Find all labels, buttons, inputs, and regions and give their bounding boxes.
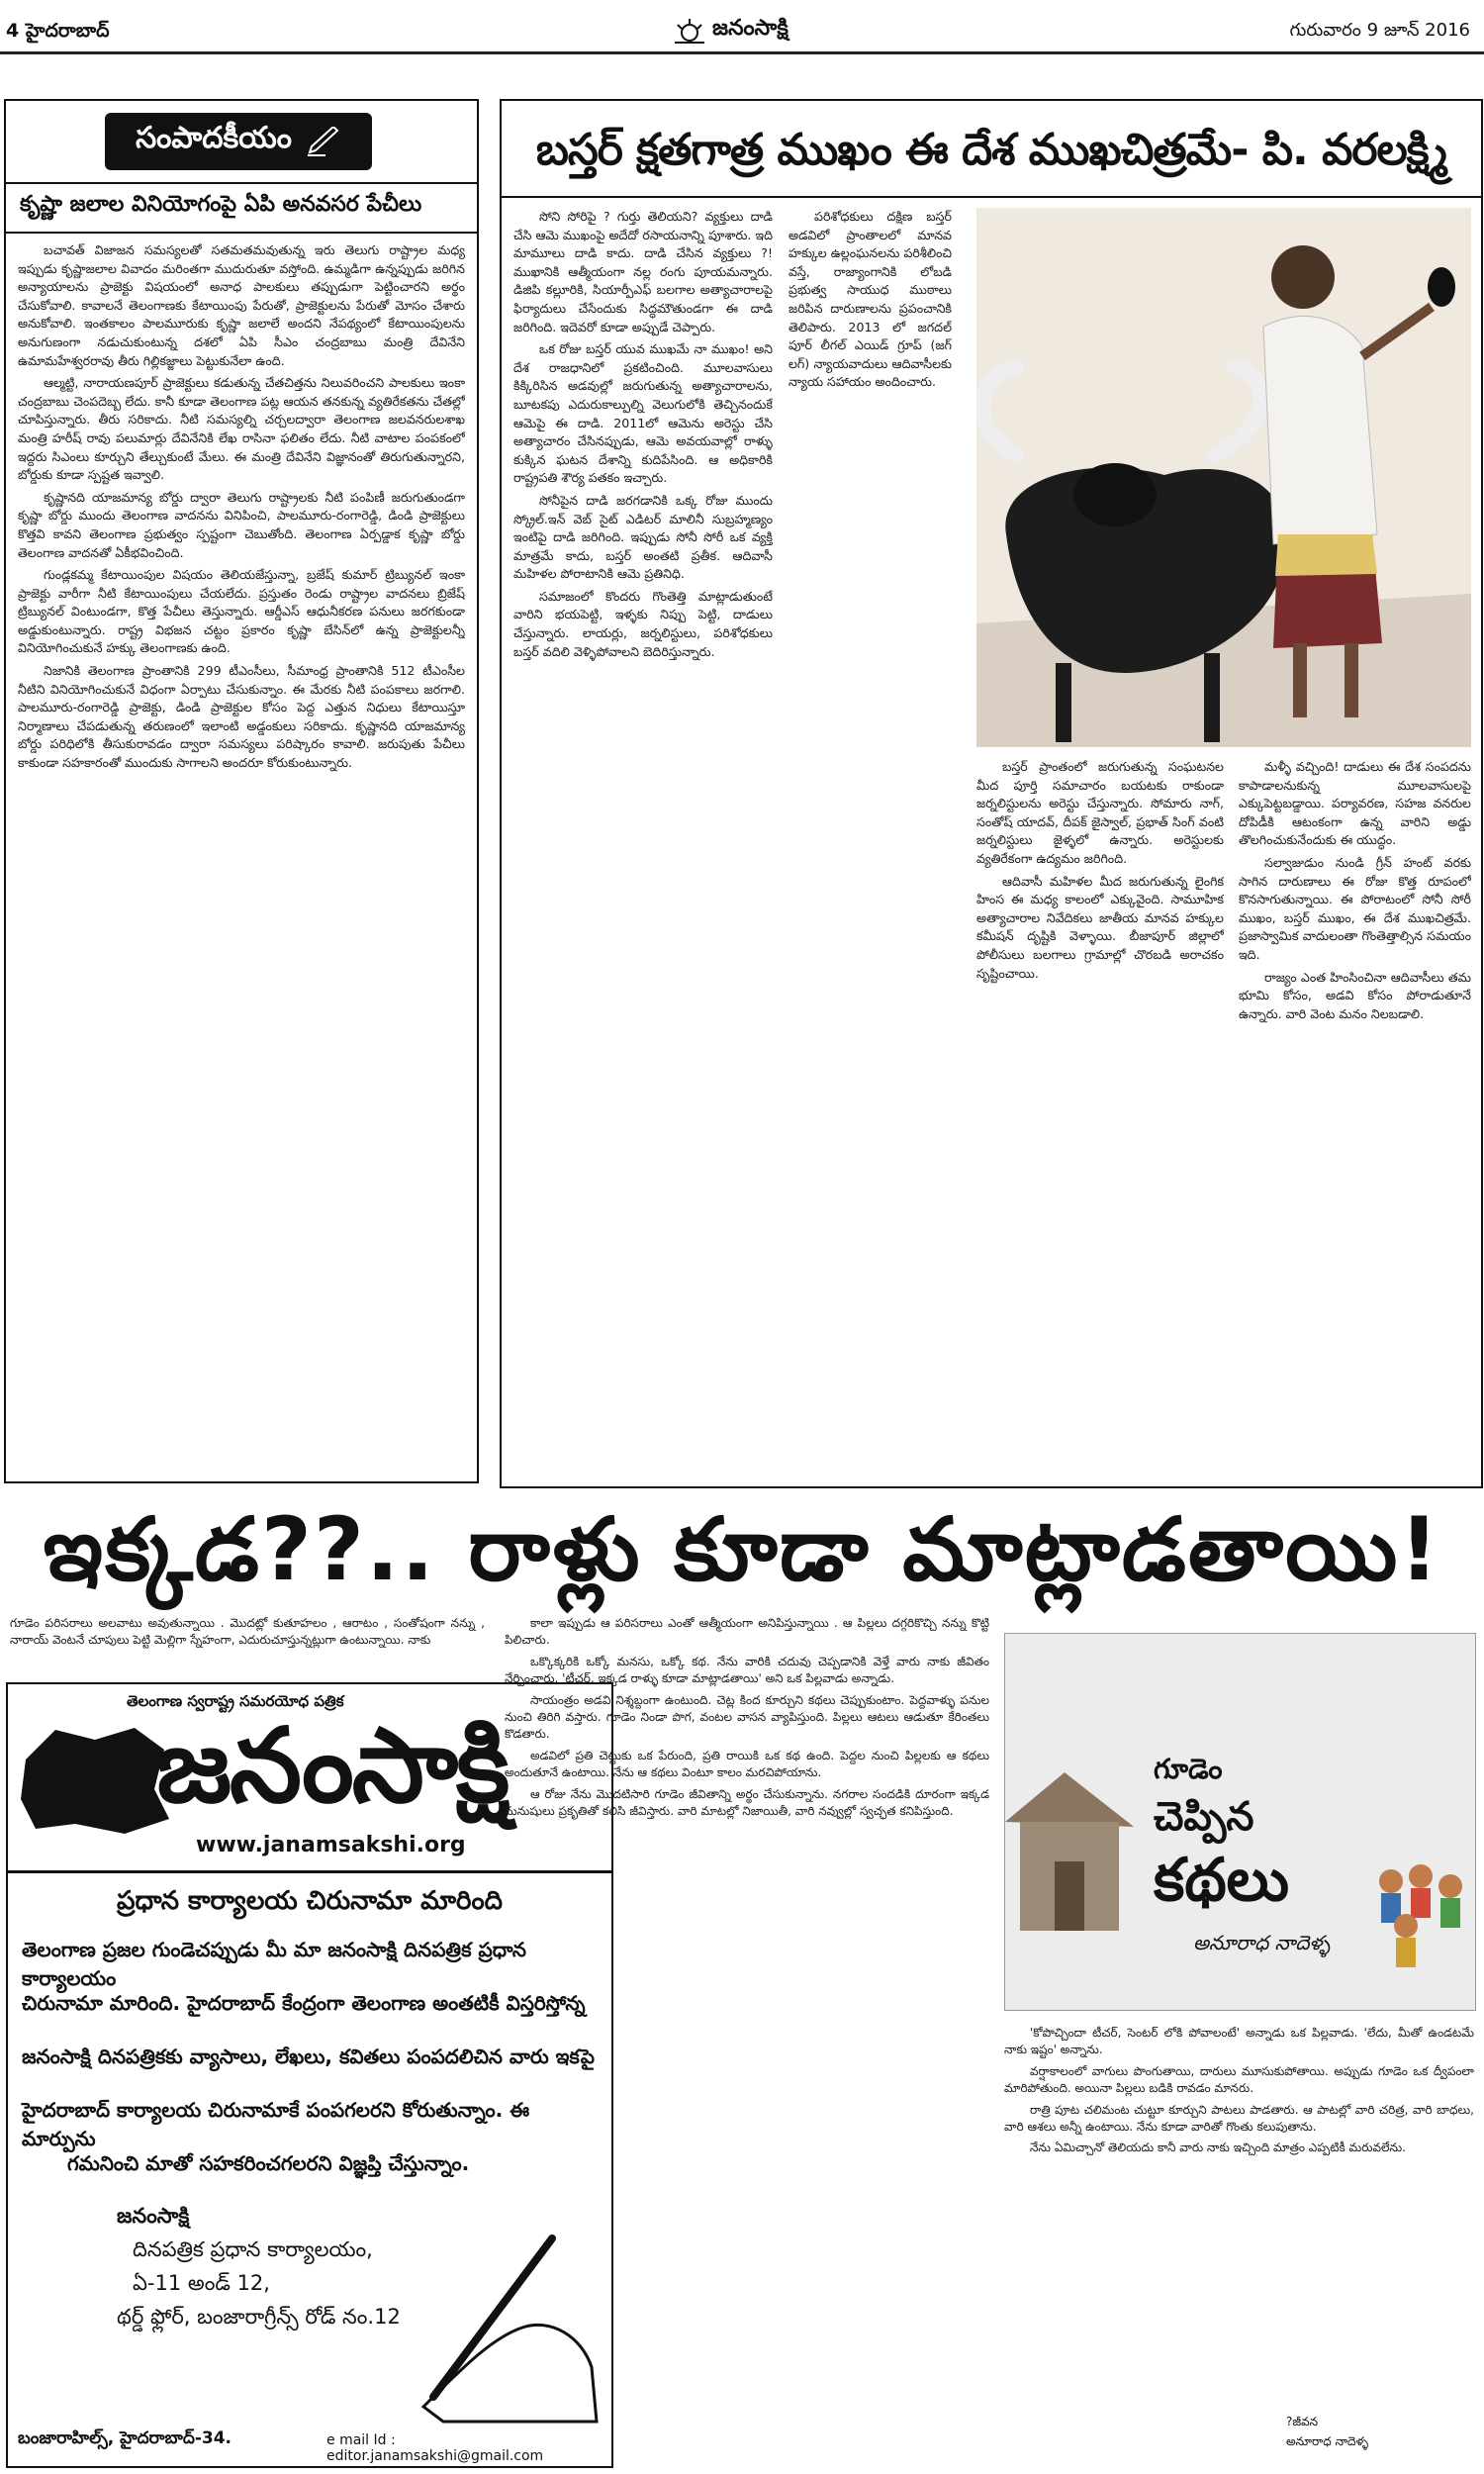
advert-line: హైదరాబాద్ కార్యాలయ చిరునామాకే పంపగలరని కోరుతున్నాం. ఈ మార్పును [22, 2098, 530, 2150]
advert-address-line: థర్డ్ ఫ్లోర్, బంజారాగ్రీన్స్ రోడ్ నం.12 [117, 2305, 401, 2329]
lead-col-2 [976, 758, 1224, 1471]
advert-address [117, 2199, 401, 2333]
story-card-title-1: గూడెం [1154, 1753, 1223, 1785]
lead-paragraph: సల్వాజుడుం నుండి గ్రీన్ హంట్ వరకు సాగిన దారుణాలు ఈ రోజు కొత్త రూపంలో కొనసాగుతున్నాయి. ఈ పోరాటంలో సోనీ సోరీ ముఖం, బస్తర్ ముఖం, ఈ దేశ ముఖచిత్రమే. ప్రజాస్వామిక వాదులంతా గొంతెత్తాల్సిన సమయం ఇది. [1239, 854, 1471, 962]
lead-col-1 [513, 208, 773, 1475]
advert-footer-city: బంజారాహిల్స్, హైదరాబాద్-34. [18, 2428, 232, 2448]
story-card-author: అనూరాధ నాదెళ్ళ [1193, 1931, 1331, 1954]
lead-paragraph: రాజ్యం ఎంత హింసించినా ఆదివాసీలు తమ భూమి కోసం, అడవి కోసం పోరాడుతూనే ఉన్నారు. వారి వెంట మనం నిలబడాలి. [1239, 969, 1471, 1021]
advert-line: గమనించి మాతో సహకరించగలరని విజ్ఞప్తి చేస్తున్నాం. [67, 2151, 470, 2175]
lead-paragraph: ఒక రోజు బస్తర్ యువ ముఖమే నా ముఖం! అని దేశ రాజధానిలో ప్రకటించింది. మూలవాసులు కిక్కిరిసిన అడవుల్లో జరుగుతున్న అత్యాచారాలను, బూటకపు ఎదురుకాల్పుల్ని వెలుగులోకి తెచ్చినందుకే ఆమెపై ఈ దాడి. 2011లో ఆమెను అరెస్టు చేసి అత్యాచారం చేసినప్పుడు, ఆమె అవయవాల్లో రాళ్ళు కుక్కిన ఘటన దేశాన్ని కుదిపేసింది. ఆ అధికారికి రాష్ట్రపతి శౌర్య పతకం ఇచ్చారు. [513, 341, 773, 486]
lead-paragraph: ఆదివాసీ మహిళల మీద జరుగుతున్న లైంగిక హింస ఈ మధ్య కాలంలో ఎక్కువైంది. సామూహిక అత్యాచారాల నివేదికలు జాతీయ మానవ హక్కుల కమీషన్ దృష్టికి వెళ్ళాయి. బీజాపూర్ జిల్లాలో పోలీసులు బలగాలు గ్రామాల్లో చొరబడి అరాచకం సృష్టించాయి. [976, 873, 1224, 981]
story-card-title-2: చెప్పిన [1154, 1794, 1254, 1840]
city-name: హైదరాబాద్ [25, 20, 110, 42]
feature-signoff-author: అనూరాధ నాదెళ్ళ [1286, 2434, 1369, 2448]
story-card-title-3: కథలు [1154, 1846, 1289, 1915]
story-card [1004, 1633, 1476, 2011]
lead-paragraph: బస్తర్ ప్రాంతంలో జరుగుతున్న సంఘటనల మీద పూర్తి సమాచారం బయటకు రాకుండా జర్నలిస్టులను అరెస్టు చేస్తున్నారు. సోమారు నాగ్, సంతోష్ యాదవ్, దీపక్ జైస్వాల్, ప్రభాత్ సింగ్ వంటి జర్నలిస్టులు జైళ్ళలో ఉన్నారు. అరెస్టులకు వ్యతిరేకంగా ఉద్యమం జరిగింది. [976, 759, 1224, 866]
advert-address-line: ఏ-11 అండ్ 12, [133, 2271, 270, 2295]
advert-line: చిరునామా మారింది. హైదరాబాద్ కేంద్రంగా తెలంగాణ అంతటికీ విస్తరిస్తోన్న [22, 1991, 586, 2015]
editorial-box [4, 99, 479, 1483]
feature-paragraph: ఒక్కొక్కరికి ఒక్కో మనసు, ఒక్కో కథ. నేను వారికి చదువు చెప్పడానికి వెళ్తే వారు నాకు జీవితం నేర్పించారు. 'టీచర్, ఇక్కడ రాళ్ళు కూడా మాట్లాడతాయి' అని ఒక పిల్లవాడు అన్నాడు. [505, 1654, 989, 1686]
feature-paragraph: 'కోపొచ్చిందా టీచర్, సెంటర్ లోకి పోవాలంటే' అన్నాడు ఒక పిల్లవాడు. 'లేదు, మీతో ఉండటమే నాకు ఇష్టం' అన్నాను. [1004, 2026, 1474, 2057]
advert-footer-email: e mail Id : editor.janamsakshi@gmail.com [326, 2432, 544, 2464]
lead-story-box [500, 99, 1483, 1488]
lead-image [976, 208, 1471, 747]
feature-paragraph: సాయంత్రం అడవి నిశ్శబ్దంగా ఉంటుంది. చెట్ల కింద కూర్చుని కథలు చెప్పుకుంటాం. పెద్దవాళ్ళు పనుల నుంచి తిరిగి వస్తారు. గూడెం నిండా పొగ, వంటల వాసన వ్యాపిస్తుంది. పిల్లలు ఆటలు ఆడుతూ కేరింతలు కొడతారు. [505, 1692, 989, 1742]
feature-paragraph: కాలా ఇప్పుడు ఆ పరిసరాలు ఎంతో ఆత్మీయంగా అనిపిస్తున్నాయి . ఆ పిల్లలు దగ్గరికొచ్చి నన్ను కొట్టి పిలిచారు. [505, 1616, 989, 1648]
lead-paragraph: మళ్ళీ వచ్చింది! దాడులు ఈ దేశ సంపదను కాపాడాలనుకున్న మూలవాసులపై ఎక్కుపెట్టబడ్డాయి. పర్యావరణ, సహజ వనరుల దోపిడీకి ఆటంకంగా ఉన్న వారిని అడ్డు తొలగించుకునేందుకు ఈ యుద్ధం. [1239, 759, 1471, 848]
lead-col-2-top [788, 208, 952, 762]
advert-website: www.janamsakshi.org [196, 1833, 466, 1857]
feature-paragraph: గూడెం పరిసరాలు అలవాటు అవుతున్నాయి . మొదట్లో కుతూహలం , ఆరాటం , సంతోషంగా నన్ను , నారాయ్ వెంటనే చూపులు పెట్టి మెల్లిగా స్నేహంగా, ఎదురుచూస్తున్నట్లుగా ఉంటున్నాయి. నాకు [10, 1616, 485, 1647]
sun-logo-icon [673, 17, 706, 45]
advert-line: తెలంగాణ ప్రజల గుండెచప్పుడు మీ మా జనంసాక్షి దినపత్రిక ప్రధాన కార్యాలయం [22, 1938, 526, 1990]
page-number-city [6, 20, 110, 55]
masthead [673, 16, 788, 46]
feature-col-1 [10, 1615, 485, 1670]
painting-of-tribal-woman-with-buffalo [976, 208, 1471, 747]
masthead-title: జనంసాక్షి [712, 16, 788, 41]
editorial-paragraph: నిజానికి తెలంగాణ ప్రాంతానికి 299 టీఎంసీలు, సీమాంధ్ర ప్రాంతానికి 512 టీఎంసీల నీటిని వినియోగించుకునే విధంగా ఏర్పాటు చేసుకున్నాం. ఈ మేరకు నీటి పంపకాలు జరగాలి. పాలమూరు-రంగారెడ్డి ప్రాజెక్టు, డిండి ప్రాజెక్టుల కోసం పెద్ద ఎత్తున నిధులు కేటాయిస్తూ నిర్మాణాలు చేపడుతున్న తరుణంలో ఇలాంటి అడ్డంకులు సరికాదు. కృష్ణానది యాజమాన్య బోర్డు పరిధిలోకి తీసుకురావడం ద్వారా సమస్యలు పరిష్కారం కావాలి. జరుపుతు పేచీలు కాకుండా సహకారంతో ముందుకు సాగాలని అందరూ కోరుకుంటున్నారు. [18, 663, 465, 771]
feature-headline: ఇక్కడ??.. రాళ్లు కూడా మాట్లాడతాయి! [43, 1498, 1441, 1600]
editorial-rule-2 [6, 232, 477, 234]
feature-paragraph: వర్షాకాలంలో వాగులు పొంగుతాయి, దారులు మూసుకుపోతాయి. అప్పుడు గూడెం ఒక ద్వీపంలా మారిపోతుంది. అయినా పిల్లలు బడికి రావడం మానరు. [1004, 2063, 1474, 2096]
editorial-paragraph: గుండ్లకమ్మ కేటాయింపుల విషయం తెలియజేస్తున్నా, బ్రజేష్ కుమార్ ట్రిబ్యునల్ ఇంకా ప్రాజెక్టు వారీగా నీటి కేటాయింపులు చేయలేదు. ప్రస్తుతం రెండు రాష్ట్రాల వాదనలు బ్రిజేష్ ట్రిబ్యునల్ వింటుండగా, కొత్త పేచీలు తెస్తున్నారు. ఆర్డీఎస్ ఆధునీకరణ పనులు జరగకుండా అడ్డుకుంటున్నారు. రాష్ట్ర విభజన చట్టం ప్రకారం కృష్ణా బేసిన్‌లో ఉన్న ప్రాజెక్టులన్నీ వినియోగించుకునే హక్కు తెలంగాణకు ఉంది. [18, 567, 465, 656]
lead-paragraph: పరిశోధకులు దక్షిణ బస్తర్ అడవిలో ప్రాంతాలలో మానవ హక్కుల ఉల్లంఘనలను పరిశీలించి వస్తే, రాజ్యాంగానికి లోబడి ప్రభుత్వ సాయుధ ముఠాలు జరిపిన దారుణాలను ప్రపంచానికి తెలిపారు. 2013 లో జగదల్ పూర్ లీగల్ ఎయిడ్ గ్రూప్ (జగ్ లగ్) న్యాయవాదులు ఆదివాసీలకు న్యాయ సహాయం అందించారు. [788, 209, 952, 390]
lead-paragraph: సోని సోరిపై ? గుర్తు తెలియని? వ్యక్తులు దాడి చేసి ఆమె ముఖంపై అదేదో రసాయనాన్ని పూశారు. ఇది మామూలు దాడి కాదు. దాడి చేసిన వ్యక్తులు ?! ముఖానికి ఆత్మీయంగా నల్ల రంగు పూయమన్నారు. డిజిపి కల్లూరికి, సియార్పీఎఫ్ బలగాల అత్యాచారాలపై ఫిర్యాదులు చేసేందుకు సిద్ధమౌతుండగా ఈ దాడి జరిగింది. ఇదెవరో కూడా అప్పుడే చెప్పారు. [513, 209, 773, 334]
feature-paragraph: రాత్రి పూట చలిమంట చుట్టూ కూర్చుని పాటలు పాడతారు. ఆ పాటల్లో వారి చరిత్ర, వారి బాధలు, వారి ఆశలు అన్నీ ఉంటాయి. నేను కూడా వారితో గొంతు కలుపుతాను. [1004, 2102, 1474, 2135]
advert-tagline: తెలంగాణ స్వరాష్ట్ర సమరయోధ పత్రిక [127, 1692, 344, 1710]
lead-col-3 [1239, 758, 1471, 1471]
editorial-rule [6, 182, 477, 184]
page-number: 4 [6, 20, 20, 42]
advert-address-line: జనంసాక్షి [117, 2204, 190, 2228]
telangana-map-icon [16, 1720, 174, 1839]
lead-paragraph: సోనీపైన దాడి జరగడానికి ఒక్క రోజు ముందు స్క్రోల్.ఇన్ వెబ్ సైట్ ఎడిటర్ మాలినీ సుబ్రహ్మణ్యం ఇంటిపై దాడి జరిగింది. ఇప్పుడు సోనీ సోరీ ఒక వ్యక్తి మాత్రమే కాదు, బస్తర్ అంతటి ప్రతీక. ఆదివాసీ మహిళల పోరాటానికి ఆమె ప్రతినిధి. [513, 492, 773, 582]
advert-line: జనంసాక్షి దినపత్రికకు వ్యాసాలు, లేఖలు, కవితలు పంపదలిచిన వారు ఇకపై [22, 2045, 595, 2068]
lead-rule [502, 196, 1481, 198]
editorial-badge [105, 113, 372, 170]
feature-paragraph: నేను ఏమిచ్చానో తెలియదు కానీ వారు నాకు ఇచ్చింది మాత్రం ఎప్పటికీ మరువలేను. [1030, 2141, 1406, 2155]
feature-col-2 [505, 1615, 989, 2466]
editorial-badge-label: సంపాదకీయం [136, 121, 292, 155]
lead-headline: బస్తర్ క్షతగాత్ర ముఖం ఈ దేశ ముఖచిత్రమే- పి. వరలక్ష్మి [535, 125, 1447, 175]
editorial-body [18, 241, 465, 1469]
editorial-paragraph: బచావత్ విజాజన సమస్యలతో సతమతమవుతున్న ఇరు తెలుగు రాష్ట్రాల మధ్య ఇప్పుడు కృష్ణాజలాల వివాదం మరింతగా ముదురుతూ వస్తోంది. ఉమ్మడిగా ఉన్నప్పుడు జరిగిన అన్యాయాలను ప్రాజెక్టు విషయంలో అనాధ పాలకులు తప్పుడుగా పెట్టించారని అర్థం చేసుకోవాలి. కావాలనే తెలంగాణకు కేటాయింపు పేరుతో, ప్రాజెక్టులను పేరుతో మోసం చేశారు అనుకోవాలి. ఇంతకాలం పాలమూరుకు కృష్ణా జలాలే అందని నేపథ్యంలో కేటాయింపులను అనుగుణంగా నడుచుకుంటున్న దశలో ఏపి సీఎం చంద్రబాబు మంత్రి దేవినేని ఉమామహేశ్వరరావు తీరు గిల్లికజ్జాలు పెట్టుకునేలా ఉంది. [18, 242, 465, 368]
feature-paragraph: ఆ రోజు నేను మొదటిసారి గూడెం జీవితాన్ని అర్థం చేసుకున్నాను. నగరాల సందడికి దూరంగా ఇక్కడ మనుషులు ప్రకృతితో కలిసి జీవిస్తారు. వారి మాటల్లో నిజాయితీ, వారి నవ్వుల్లో స్వచ్ఛత కనిపిస్తుంది. [505, 1786, 989, 1819]
pen-icon [306, 127, 341, 156]
lead-paragraph: సమాజంలో కొందరు గొంతెత్తి మాట్లాడుతుంటే వారిని భయపెట్టి, ఇళ్ళకు నిప్పు పెట్టి, దాడులు చేస్తున్నారు. లాయర్లు, జర్నలిస్టులు, పరిశోధకులు బస్తర్ వదిలి వెళ్ళిపోవాలని బెదిరిస్తున్నారు. [513, 588, 773, 659]
editorial-headline: కృష్ణా జలాల వినియోగంపై ఏపి అనవసర పేచీలు [20, 192, 422, 217]
advert-address-line: దినపత్రిక ప్రధాన కార్యాలయం, [133, 2237, 373, 2261]
advert-brand: జనంసాక్షి [156, 1705, 509, 1826]
editorial-paragraph: ఆల్మట్టి, నారాయణపూర్ ప్రాజెక్టులు కడుతున్న చేతచిత్తను నిలువరించని పాలకులు ఇంకా చంద్రబాబు చెంపదెబ్బ లేదు. కానీ కూడా తెలంగాణ పట్ల ఆయన తనకున్న వ్యతిరేకతను చేతల్లో చూపిస్తున్నారు. తీరు సరికాదు. నీటి సమస్యల్ని చర్చలద్వారా తెలంగాణ జలవనరులశాఖ మంత్రి హరీష్ రావు పలుమార్లు దేవినేనికి లేఖ రాసినా ఫలితం లేదు. నీటి వాటాల పంపకంలో ఇద్దరు సిఎంలు కూర్చుని తేల్చుకుంటే మేలు. ఈ మంత్రి దేవినేని విజ్ఞానంతో తిరుగుతున్నారని, బోర్డుకు కూడా స్పష్టత ఇవ్వాలి. [18, 375, 465, 483]
feature-paragraph: అడవిలో ప్రతి చెట్టుకు ఒక పేరుంది, ప్రతి రాయికి ఒక కథ ఉంది. పెద్దల నుంచి పిల్లలకు ఆ కథలు అందుతూనే ఉంటాయి. నేను ఆ కథలు వింటూ కాలం మరచిపోయాను. [505, 1748, 989, 1780]
advert-notice-title: ప్రధాన కార్యాలయ చిరునామా మారింది [116, 1886, 503, 1916]
feature-signoff: ?జీవన [1286, 2415, 1319, 2428]
header-rule [0, 51, 1484, 54]
issue-date: గురువారం 9 జూన్ 2016 [1289, 20, 1470, 41]
editorial-paragraph: కృష్ణానది యాజమాన్య బోర్డు ద్వారా తెలుగు రాష్ట్రాలకు నీటి పంపిణీ జరుగుతుండగా కృష్ణా బోర్డు ముందు తెలంగాణ వాదనను వినిపించి, పాలమూరు-రంగారెడ్డి, డిండి ప్రాజెక్టులు కొత్తవి కావని తెలంగాణ ప్రభుత్వం స్పష్టంగా చెబుతోంది. తెలంగాణ ఏర్పడ్డాక కృష్ణా బోర్డు తెలంగాణ వాదనతో ఏకీభవించింది. [18, 489, 465, 560]
feature-col-3 [1004, 2025, 1474, 2401]
